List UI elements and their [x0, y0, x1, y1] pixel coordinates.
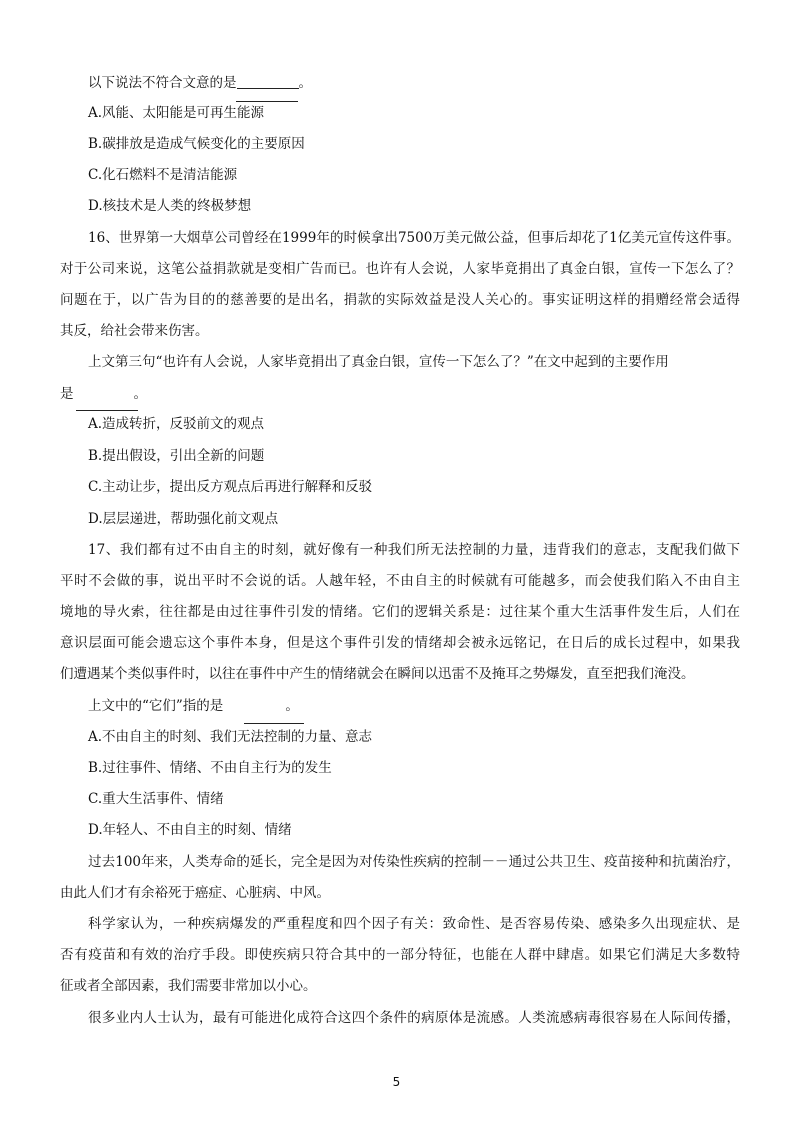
- q15-option-d: D.核技术是人类的终极梦想: [88, 198, 252, 214]
- passage-line: 征或者全部因素，我们需要非常加以小心。: [60, 978, 317, 994]
- q16-paragraph-line: 其反，给社会带来伤害。: [60, 323, 209, 339]
- q15-stem: 以下说法不符合文意的是 。: [88, 75, 312, 91]
- answer-blank: [76, 410, 138, 411]
- passage-line: 由此人们才有余裕死于癌症、心脏病、中风。: [60, 885, 330, 901]
- q17-option-d: D.年轻人、不由自主的时刻、情绪: [88, 822, 292, 838]
- q16-paragraph-line: 对于公司来说，这笔公益捐款就是变相广告而已。也许有人会说，人家毕竟捐出了真金白银，宣传一下怎么了？: [60, 261, 740, 277]
- passage-line: 很多业内人士认为，最有可能进化成符合这四个条件的病原体是流感。人类流感病毒很容易在人际间传播，: [88, 1010, 740, 1026]
- q15-option-c: C.化石燃料不是清洁能源: [88, 167, 238, 183]
- q16-stem-end: 是 。: [60, 386, 147, 402]
- q17-paragraph-line: 平时不会做的事，说出平时不会说的话。人越年轻，不由自主的时候就有可能越多，而会使我们陷入不由自主: [60, 573, 740, 589]
- q17-paragraph-line: 们遭遇某个类似事件时，以往在事件中产生的情绪就会在瞬间以迅雷不及掩耳之势爆发，直至把我们淹没。: [60, 666, 695, 682]
- q16-option-c: C.主动让步，提出反方观点后再进行解释和反驳: [88, 479, 373, 495]
- q16-option-d: D.层层递进，帮助强化前文观点: [88, 511, 279, 527]
- q16-paragraph-line: 16、世界第一大烟草公司曾经在1999年的时候拿出7500万美元做公益，但事后却花了1亿美元宣传这件事。: [88, 230, 740, 246]
- answer-blank: [237, 74, 299, 89]
- answer-blank: [244, 723, 304, 724]
- q17-paragraph-line: 17、我们都有过不由自主的时刻，就好像有一种我们所无法控制的力量，违背我们的意志，支配我们做下: [88, 542, 740, 558]
- underline-decoration: [236, 101, 298, 102]
- q16-stem: 上文第三句“也许有人会说，人家毕竟捐出了真金白银，宣传一下怎么了？”在文中起到的主要作用: [88, 354, 669, 370]
- q16-option-b: B.提出假设，引出全新的问题: [88, 448, 265, 464]
- q15-option-b: B.碳排放是造成气候变化的主要原因: [88, 136, 305, 152]
- q16-paragraph-line: 问题在于，以广告为目的的慈善要的是出名，捐款的实际效益是没人关心的。事实证明这样的捐赠经常会适得: [60, 292, 740, 308]
- q17-option-b: B.过往事件、情绪、不由自主行为的发生: [88, 760, 332, 776]
- q17-paragraph-line: 境地的导火索，往往都是由过往事件引发的情绪。它们的逻辑关系是：过往某个重大生活事件发生后，人们在: [60, 604, 740, 620]
- q17-paragraph-line: 意识层面可能会遗忘这个事件本身，但是这个事件引发的情绪却会被永远铭记，在日后的成长过程中，如果我: [60, 635, 740, 651]
- q15-option-a: A.风能、太阳能是可再生能源: [88, 105, 265, 121]
- q17-option-c: C.重大生活事件、情绪: [88, 791, 224, 807]
- q16-option-a: A.造成转折，反驳前文的观点: [88, 416, 265, 432]
- passage-line: 否有疫苗和有效的治疗手段。即使疾病只符合其中的一部分特征，也能在人群中肆虐。如果它们满足大多数特: [60, 947, 740, 963]
- page-number: 5: [392, 1075, 401, 1089]
- q17-stem: 上文中的“它们”指的是 。: [88, 698, 299, 714]
- passage-line: 过去100年来，人类寿命的延长，完全是因为对传染性疾病的控制－－通过公共卫生、疫苗接种和抗菌治疗，: [88, 854, 740, 870]
- passage-line: 科学家认为，一种疾病爆发的严重程度和四个因子有关：致命性、是否容易传染、感染多久出现症状、是: [88, 916, 740, 932]
- q17-option-a: A.不由自主的时刻、我们无法控制的力量、意志: [88, 729, 373, 745]
